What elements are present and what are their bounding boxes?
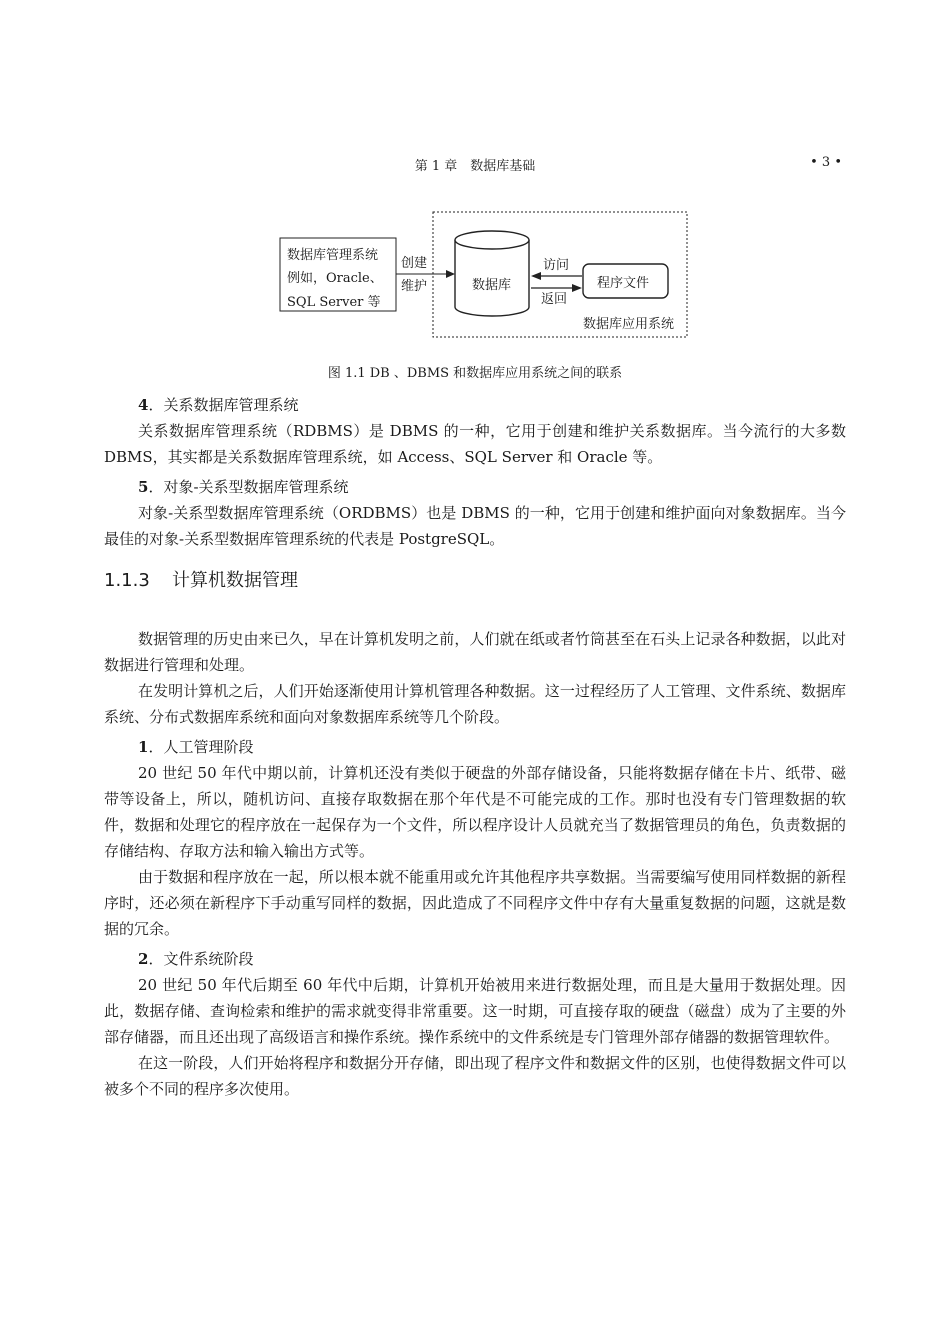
- section-5-title: 对象-关系型数据库管理系统: [163, 478, 349, 496]
- stage-1-heading: 1．人工管理阶段: [138, 738, 254, 756]
- section-4-number: 4: [138, 396, 149, 414]
- create-label: 创建: [401, 256, 428, 271]
- running-header-title: 第 1 章 数据库基础: [414, 159, 536, 174]
- intro-paragraph-1: 数据管理的历史由来已久，早在计算机发明之前，人们就在纸或者竹筒甚至在石头上记录各种数据，以此对数据进行管理和处理。: [104, 630, 846, 674]
- section-5-heading: 5．对象-关系型数据库管理系统: [138, 478, 349, 496]
- figure-db-relationship: [270, 200, 700, 350]
- access-label: 访问: [543, 258, 570, 273]
- stage-2-paragraph-1: 20 世纪 50 年代后期至 60 年代中后期，计算机开始被用来进行数据处理，而且是大量用于数据处理。因此，数据存储、查询检索和维护的需求就变得非常重要。这一时期，可直接存取的硬盘（磁盘）成为了主要的外部存储器，而且还出现了高级语言和操作系统。操作系统中的文件系统是专门管理外部存储器的数据管理软件。: [104, 976, 846, 1046]
- dbms-label-line3: SQL Server 等: [287, 295, 381, 310]
- section-4-paragraph: 关系数据库管理系统（RDBMS）是 DBMS 的一种，它用于创建和维护关系数据库。当今流行的大多数 DBMS，其实都是关系数据库管理系统，如 Access、SQL Server 和 Oracle 等。: [104, 422, 846, 466]
- section-5-paragraph: 对象-关系型数据库管理系统（ORDBMS）也是 DBMS 的一种，它用于创建和维护面向对象数据库。当今最佳的对象-关系型数据库管理系统的代表是 PostgreSQL。: [104, 504, 846, 548]
- stage-1-title: 人工管理阶段: [163, 738, 254, 756]
- figure-caption: 图 1.1 DB 、DBMS 和数据库应用系统之间的联系: [327, 366, 623, 381]
- stage-2-paragraph-2: 在这一阶段，人们开始将程序和数据分开存储，即出现了程序文件和数据文件的区别，也使得数据文件可以被多个不同的程序多次使用。: [104, 1054, 846, 1098]
- dbms-label-line2: 例如，Oracle、: [287, 271, 383, 286]
- app-system-label: 数据库应用系统: [583, 317, 675, 332]
- main-content: [104, 392, 846, 1102]
- section-heading-title: 计算机数据管理: [172, 570, 298, 591]
- section-heading: [104, 566, 846, 592]
- stage-2-title: 文件系统阶段: [163, 950, 254, 968]
- section-4-title: 关系数据库管理系统: [163, 396, 299, 414]
- page-number: • 3 •: [810, 155, 842, 170]
- program-file-label: 程序文件: [597, 276, 650, 291]
- section-heading-number: 1.1.3: [104, 570, 150, 591]
- section-5-number: 5: [138, 478, 149, 496]
- section-4-heading: 4．关系数据库管理系统: [138, 396, 299, 414]
- stage-1-paragraph-2: 由于数据和程序放在一起，所以根本就不能重用或允许其他程序共享数据。当需要编写使用同样数据的新程序时，还必须在新程序下手动重写同样的数据，因此造成了不同程序文件中存有大量重复数据的问题，这就是数据的冗余。: [104, 868, 846, 938]
- intro-paragraph-2: 在发明计算机之后，人们开始逐渐使用计算机管理各种数据。这一过程经历了人工管理、文件系统、数据库系统、分布式数据库系统和面向对象数据库系统等几个阶段。: [104, 682, 846, 726]
- return-label: 返回: [541, 292, 568, 307]
- arrowhead-left-icon: [531, 272, 541, 280]
- dbms-label-line1: 数据库管理系统: [287, 248, 379, 263]
- database-label: 数据库: [472, 278, 512, 293]
- stage-1-number: 1: [138, 738, 149, 756]
- stage-1-paragraph-1: 20 世纪 50 年代中期以前，计算机还没有类似于硬盘的外部存储设备，只能将数据存储在卡片、纸带、磁带等设备上，所以，随机访问、直接存取数据在那个年代是不可能完成的工作。那时也没有专门管理数据的软件，数据和处理它的程序放在一起保存为一个文件，所以程序设计人员就充当了数据管理员的角色，负责数据的存储结构、存取方法和输入输出方式等。: [104, 764, 846, 860]
- stage-2-heading: 2．文件系统阶段: [138, 950, 254, 968]
- stage-2-number: 2: [138, 950, 149, 968]
- maintain-label: 维护: [401, 279, 428, 294]
- arrowhead-right-icon: [572, 284, 582, 292]
- arrowhead-icon: [446, 270, 455, 278]
